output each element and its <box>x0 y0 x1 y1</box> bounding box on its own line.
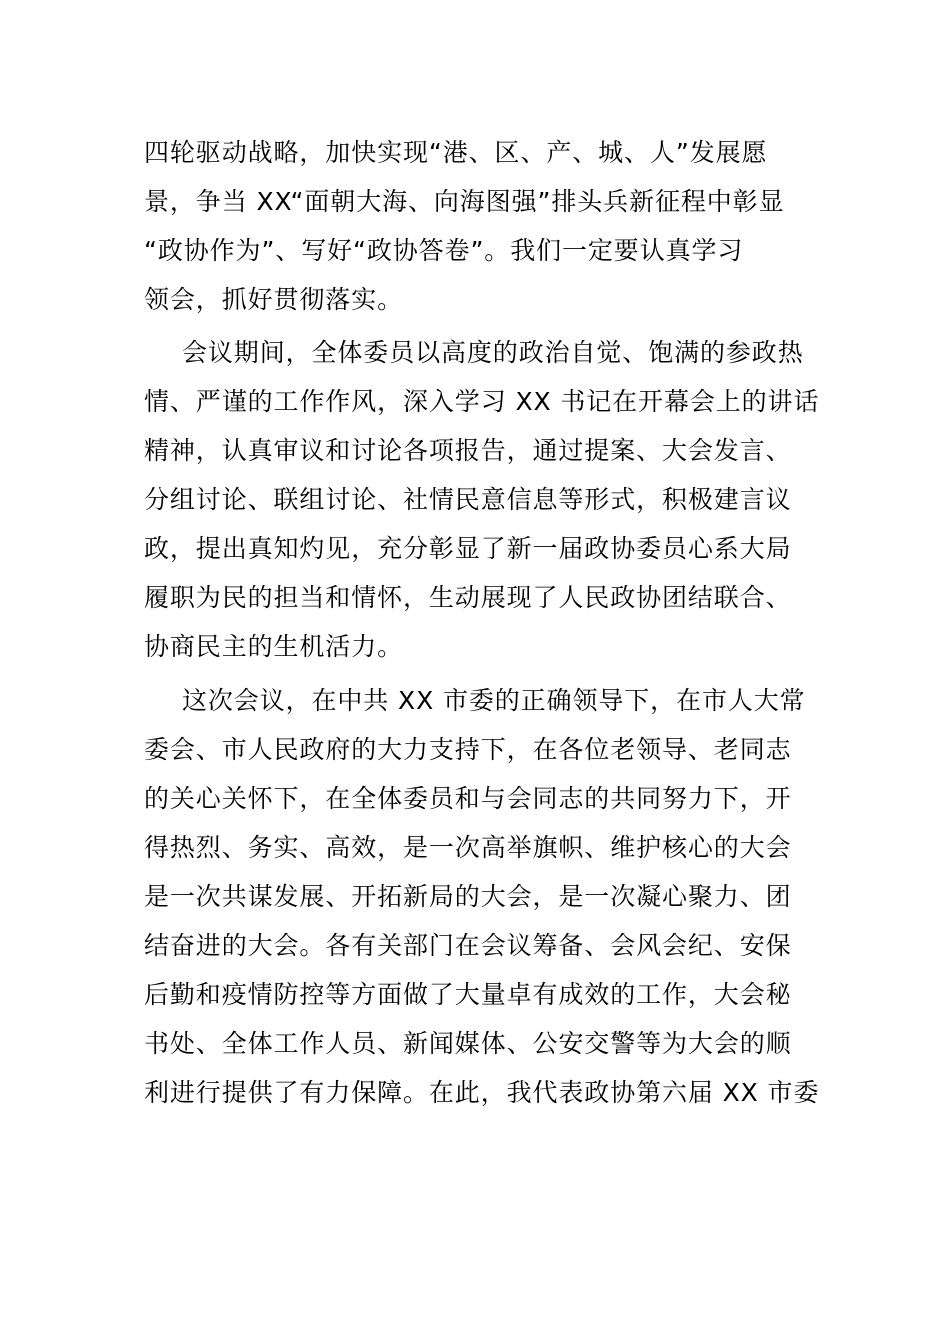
paragraph-3-line-4: 得热烈、务实、高效，是一次高举旗帜、维护核心的大会 <box>144 833 792 862</box>
paragraph-1-line-4: 领会，抓好贯彻落实。 <box>144 285 404 314</box>
paragraph-1-line-2: 景，争当 XX“面朝大海、向海图强”排头兵新征程中彰显 <box>144 187 785 216</box>
paragraph-2-line-1: 会议期间，全体委员以高度的政治自觉、饱满的参政热 <box>182 338 804 367</box>
paragraph-1-line-1: 四轮驱动战略，加快实现“港、区、产、城、人”发展愿 <box>144 138 768 167</box>
paragraph-3-line-8: 书处、全体工作人员、新闻媒体、公安交警等为大会的顺 <box>144 1029 792 1058</box>
paragraph-3-line-5: 是一次共谋发展、开拓新局的大会，是一次凝心聚力、团 <box>144 882 792 911</box>
paragraph-2-line-7: 协商民主的生机活力。 <box>144 632 404 661</box>
paragraph-3-line-1: 这次会议，在中共 XX 市委的正确领导下，在市人大常 <box>182 686 806 715</box>
paragraph-2-line-4: 分组讨论、联组讨论、社情民意信息等形式，积极建言议 <box>144 485 792 514</box>
paragraph-2-line-2: 情、严谨的工作作风，深入学习 XX 书记在开幕会上的讲话 <box>144 387 820 416</box>
paragraph-3-line-3: 的关心关怀下，在全体委员和与会同志的共同努力下，开 <box>144 784 792 813</box>
paragraph-3-line-9: 利进行提供了有力保障。在此，我代表政协第六届 XX 市委 <box>144 1078 820 1107</box>
paragraph-1-line-3: “政协作为”、写好“政协答卷”。我们一定要认真学习 <box>144 236 744 265</box>
paragraph-2-line-6: 履职为民的担当和情怀，生动展现了人民政协团结联合、 <box>144 583 792 612</box>
paragraph-3-line-2: 委会、市人民政府的大力支持下，在各位老领导、老同志 <box>144 735 792 764</box>
paragraph-2-line-3: 精神，认真审议和讨论各项报告，通过提案、大会发言、 <box>144 436 792 465</box>
paragraph-3-line-6: 结奋进的大会。各有关部门在会议筹备、会风会纪、安保 <box>144 931 792 960</box>
paragraph-3-line-7: 后勤和疫情防控等方面做了大量卓有成效的工作，大会秘 <box>144 980 792 1009</box>
paragraph-2-line-5: 政，提出真知灼见，充分彰显了新一届政协委员心系大局 <box>144 534 792 563</box>
